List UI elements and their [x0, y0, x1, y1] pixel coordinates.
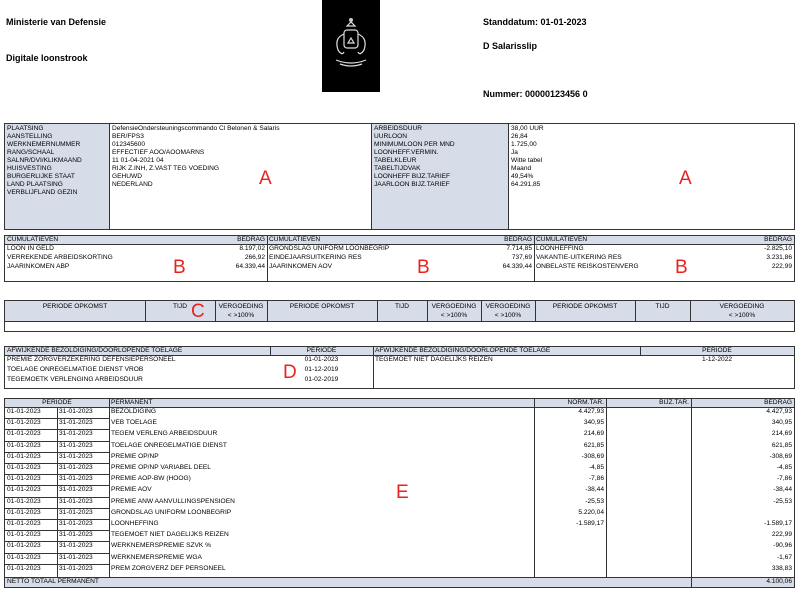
standdatum: Standdatum: 01-01-2023: [483, 17, 587, 27]
document-title: Digitale loonstrook: [6, 53, 88, 63]
perm-to: 31-01-2023: [59, 475, 93, 483]
cum-amount: 8.197,02: [239, 245, 265, 252]
personal-label: UURLOON: [374, 133, 407, 140]
personal-value: Ja: [511, 149, 518, 156]
perm-from: 01-01-2023: [7, 497, 41, 505]
annotation-d: D: [283, 362, 297, 383]
cum-amount: 7.714,85: [506, 245, 532, 252]
permanent-section: [4, 398, 795, 588]
perm-to: 31-01-2023: [59, 441, 93, 449]
perm-from: 01-01-2023: [7, 441, 41, 449]
opkomst-col-vergoeding: VERGOEDING: [431, 303, 477, 310]
cum-amount: 64.339,44: [502, 263, 532, 270]
afwijkend-label: TOELAGE ONREGELMATIGE DIENST VROB: [7, 366, 144, 373]
annotation-a-left: A: [259, 168, 272, 189]
perm-desc: TEGEMOET NIET DAGELIJKS REIZEN: [111, 531, 229, 539]
document-number: Nummer: 00000123456 0: [483, 89, 588, 99]
cum-label: GRONDSLAG UNIFORM LOONBEGRIP: [269, 245, 390, 252]
perm-bedrag: -4,85: [776, 464, 792, 471]
perm-norm: -25,53: [585, 497, 604, 505]
personal-label: SALNR/DVI/KLIKMAAND: [7, 157, 82, 164]
personal-label: RANG/SCHAAL: [7, 149, 55, 156]
afwijkend-label: TEGEMOETK VERLENGING ARBEIDSDUUR: [7, 376, 143, 383]
cum-label: VAKANTIE-UITKERING RES: [536, 254, 622, 261]
personal-label: PLAATSING: [7, 125, 44, 132]
cum-amount: -2.825,10: [764, 245, 792, 252]
cum-amount: 64.339,44: [235, 263, 265, 270]
perm-from: 01-01-2023: [7, 508, 41, 516]
personal-label: AANSTELLING: [7, 133, 53, 140]
perm-bedrag: -1,67: [776, 553, 792, 561]
coat-of-arms-icon: [322, 0, 380, 92]
perm-desc: PREMIE AOV: [111, 486, 152, 494]
cum-header-label: CUMULATIEVEN: [7, 236, 59, 243]
perm-bedrag: 340,95: [771, 419, 792, 427]
salarisslip-label: D Salarisslip: [483, 41, 538, 51]
perm-norm: 214,69: [583, 430, 604, 438]
ministry-name: Ministerie van Defensie: [6, 17, 107, 27]
perm-bedrag: -7,86: [776, 475, 792, 483]
personal-label: WERKNEMERNUMMER: [7, 141, 81, 148]
perm-to: 31-01-2023: [59, 408, 93, 415]
perm-norm: 5.220,04: [578, 508, 604, 516]
personal-value: Witte tabel: [511, 157, 543, 164]
opkomst-col-vergoeding: VERGOEDING: [719, 303, 765, 310]
perm-desc: BEZOLDIGING: [111, 408, 157, 415]
personal-value: GEHUWD: [112, 173, 143, 180]
perm-header-periode: PERIODE: [42, 399, 72, 406]
perm-desc: GRONDSLAG UNIFORM LOONBEGRIP: [111, 508, 232, 516]
cum-header-label: CUMULATIEVEN: [269, 236, 321, 243]
perm-bedrag: -90,96: [773, 542, 792, 550]
perm-norm: 340,95: [583, 419, 604, 427]
perm-bedrag: 338,83: [771, 564, 792, 572]
personal-value: 49,54%: [511, 173, 534, 180]
cum-header-label: CUMULATIEVEN: [536, 236, 588, 243]
perm-desc: PREMIE OP/NP VARIABEL DEEL: [111, 464, 211, 471]
personal-value: 26,84: [511, 133, 528, 140]
afwijkend-label: TEGEMOET NIET DAGELIJKS REIZEN: [375, 356, 493, 363]
personal-value: Maand: [511, 165, 532, 172]
annotation-b-3: B: [675, 257, 688, 278]
perm-header-bijz: BIJZ.TAR.: [659, 399, 689, 406]
perm-bedrag: -25,53: [773, 497, 792, 505]
perm-desc: WERKNEMERSPREMIE WGA: [111, 553, 202, 561]
annotation-c: C: [191, 301, 205, 322]
perm-norm: 621,85: [583, 441, 604, 449]
perm-bedrag: -38,44: [773, 486, 792, 494]
afwijkend-periode: 01-12-2019: [304, 366, 339, 373]
perm-from: 01-01-2023: [7, 452, 41, 460]
cum-label: EINDEJAARSUITKERING RES: [269, 254, 362, 261]
perm-desc: LOONHEFFING: [111, 520, 159, 527]
perm-desc: TOELAGE ONREGELMATIGE DIENST: [111, 441, 227, 449]
perm-header-permanent: PERMANENT: [111, 399, 153, 406]
annotation-a-right: A: [679, 168, 692, 189]
afwijkende-periode-header-right: PERIODE: [702, 347, 732, 354]
personal-label: LAND PLAATSING: [7, 181, 63, 188]
perm-to: 31-01-2023: [59, 520, 93, 527]
perm-to: 31-01-2023: [59, 553, 93, 561]
perm-desc: PREMIE OP/NP: [111, 452, 159, 460]
perm-to: 31-01-2023: [59, 531, 93, 539]
opkomst-col-vergoeding: VERGOEDING: [485, 303, 531, 310]
perm-from: 01-01-2023: [7, 486, 41, 494]
afwijkende-header-right: AFWIJKENDE BEZOLDIGING/DOORLOPENDE TOELAGE: [375, 347, 551, 354]
perm-from: 01-01-2023: [7, 520, 41, 527]
perm-bedrag: 621,85: [771, 441, 792, 449]
perm-from: 01-01-2023: [7, 430, 41, 438]
personal-label: BURGERLIJKE STAAT: [7, 173, 75, 180]
cum-amount: 737,69: [511, 254, 532, 261]
perm-norm: 4.427,93: [578, 408, 604, 415]
perm-from: 01-01-2023: [7, 464, 41, 471]
cum-label: VERREKENDE ARBEIDSKORTING: [7, 254, 113, 261]
perm-from: 01-01-2023: [7, 542, 41, 550]
personal-label: HUISVESTING: [7, 165, 52, 172]
personal-value: BER/FPS3: [112, 133, 144, 140]
afwijkende-header-left: AFWIJKENDE BEZOLDIGING/DOORLOPENDE TOELAGE: [7, 347, 183, 354]
perm-bedrag: -308,69: [769, 452, 792, 460]
perm-to: 31-01-2023: [59, 464, 93, 471]
opkomst-col-pct: < >100%: [728, 312, 756, 319]
personal-label: LOONHEFF BIJZ.TARIEF: [374, 173, 451, 180]
afwijkend-label: PREMIE ZORGVERZEKERING DEFENSIEPERSONEEL: [7, 356, 176, 363]
personal-value: 38,00 UUR: [511, 125, 544, 132]
perm-total-label: NETTO TOTAAL PERMANENT: [7, 578, 99, 585]
opkomst-col-tijd: TIJD: [173, 303, 187, 310]
cum-amount: 222,99: [771, 263, 792, 270]
perm-header-norm: NORM.TAR.: [567, 399, 604, 406]
personal-value: DefensieOndersteuningscommando Cl Belonen & Salaris: [112, 125, 280, 132]
perm-bedrag: 4.427,93: [766, 408, 792, 415]
perm-norm: -1.589,17: [576, 520, 604, 527]
personal-value: 11 01-04-2021 04: [112, 157, 164, 164]
afwijkend-periode: 01-02-2019: [304, 376, 339, 383]
cum-header-amount: BEDRAG: [764, 236, 792, 243]
perm-from: 01-01-2023: [7, 531, 41, 539]
ministry-logo: [322, 0, 380, 92]
perm-to: 31-01-2023: [59, 564, 93, 572]
cumulatieven-section: [4, 235, 795, 282]
opkomst-col-periode: PERIODE OPKOMST: [289, 303, 355, 310]
perm-to: 31-01-2023: [59, 497, 93, 505]
personal-label: MINIMUMLOON PER MND: [374, 141, 455, 148]
personal-label: TABELKLEUR: [374, 157, 417, 164]
perm-from: 01-01-2023: [7, 408, 41, 415]
personal-label: LOONHEFF.VERMIN.: [374, 149, 439, 156]
opkomst-col-tijd: TIJD: [655, 303, 670, 310]
opkomst-col-pct: < >100%: [440, 312, 468, 319]
annotation-b-2: B: [417, 257, 430, 278]
personal-value: 64.291,85: [511, 181, 541, 188]
personal-value: RIJK Z.INH, Z.VAST TEG VOEDING: [112, 165, 219, 172]
cum-header-amount: BEDRAG: [237, 236, 265, 243]
cum-amount: 3.231,86: [766, 254, 792, 261]
perm-total-amount: 4.100,06: [766, 578, 792, 585]
perm-to: 31-01-2023: [59, 486, 93, 494]
personal-label: TABELTIJDVAK: [374, 165, 421, 172]
perm-norm: -38,44: [585, 486, 604, 494]
perm-header-bedrag: BEDRAG: [764, 399, 792, 406]
personal-value: 1.725,00: [511, 141, 537, 148]
perm-desc: PREM ZORGVERZ DEF PERSONEEL: [111, 564, 226, 572]
cum-label: ONBELASTE REISKOSTENVERG: [536, 263, 639, 270]
afwijkende-section: [4, 346, 795, 389]
personal-data-section: [4, 123, 795, 230]
perm-bedrag: 222,99: [771, 531, 792, 539]
perm-bedrag: 214,69: [771, 430, 792, 438]
perm-from: 01-01-2023: [7, 475, 41, 483]
afwijkende-periode-header-left: PERIODE: [306, 347, 337, 354]
opkomst-col-pct: < >100%: [227, 312, 255, 319]
afwijkend-periode: 1-12-2022: [701, 356, 733, 363]
opkomst-col-periode: PERIODE OPKOMST: [552, 303, 618, 310]
cum-label: JAARINKOMEN AOV: [269, 263, 333, 270]
cum-amount: 266,92: [244, 254, 265, 261]
perm-desc: PREMIE AOP-BW (HOOG): [111, 475, 191, 483]
perm-bedrag: -1.589,17: [764, 520, 792, 527]
perm-from: 01-01-2023: [7, 564, 41, 572]
personal-value: NEDERLAND: [112, 181, 153, 188]
perm-from: 01-01-2023: [7, 419, 41, 427]
personal-label: ARBEIDSDUUR: [374, 125, 422, 132]
perm-desc: PREMIE ANW AANVULLINGSPENSIOEN: [111, 497, 235, 505]
perm-norm: -308,69: [581, 452, 604, 460]
cum-label: LOONHEFFING: [536, 245, 584, 252]
opkomst-col-periode: PERIODE OPKOMST: [42, 303, 108, 310]
opkomst-section: [4, 300, 795, 332]
personal-value: 012345600: [112, 141, 146, 148]
cum-header-amount: BEDRAG: [504, 236, 532, 243]
annotation-e: E: [396, 482, 409, 503]
opkomst-col-pct: < >100%: [494, 312, 522, 319]
perm-norm: -4,85: [588, 464, 604, 471]
perm-to: 31-01-2023: [59, 430, 93, 438]
personal-label: JAARLOON BIJZ.TARIEF: [374, 181, 450, 188]
perm-to: 31-01-2023: [59, 452, 93, 460]
perm-desc: WERKNEMERSPREMIE SZVK %: [111, 542, 212, 550]
perm-to: 31-01-2023: [59, 542, 93, 550]
perm-desc: VEB TOELAGE: [111, 419, 157, 427]
cum-label: LOON IN GELD: [7, 245, 54, 252]
permanent-total-row: [5, 577, 794, 587]
opkomst-col-vergoeding: VERGOEDING: [218, 303, 264, 310]
personal-label: VERBLIJFLAND GEZIN: [7, 189, 78, 196]
perm-to: 31-01-2023: [59, 508, 93, 516]
perm-desc: TEGEM VERLENG ARBEIDSDUUR: [111, 430, 218, 438]
opkomst-col-tijd: TIJD: [395, 303, 409, 310]
perm-from: 01-01-2023: [7, 553, 41, 561]
cum-label: JAARINKOMEN ABP: [7, 263, 70, 270]
perm-to: 31-01-2023: [59, 419, 93, 427]
personal-value: EFFECTIEF AOO/AOOMARNS: [112, 149, 205, 156]
perm-norm: -7,86: [588, 475, 604, 483]
afwijkend-periode: 01-01-2023: [304, 356, 339, 363]
annotation-b-1: B: [173, 257, 186, 278]
